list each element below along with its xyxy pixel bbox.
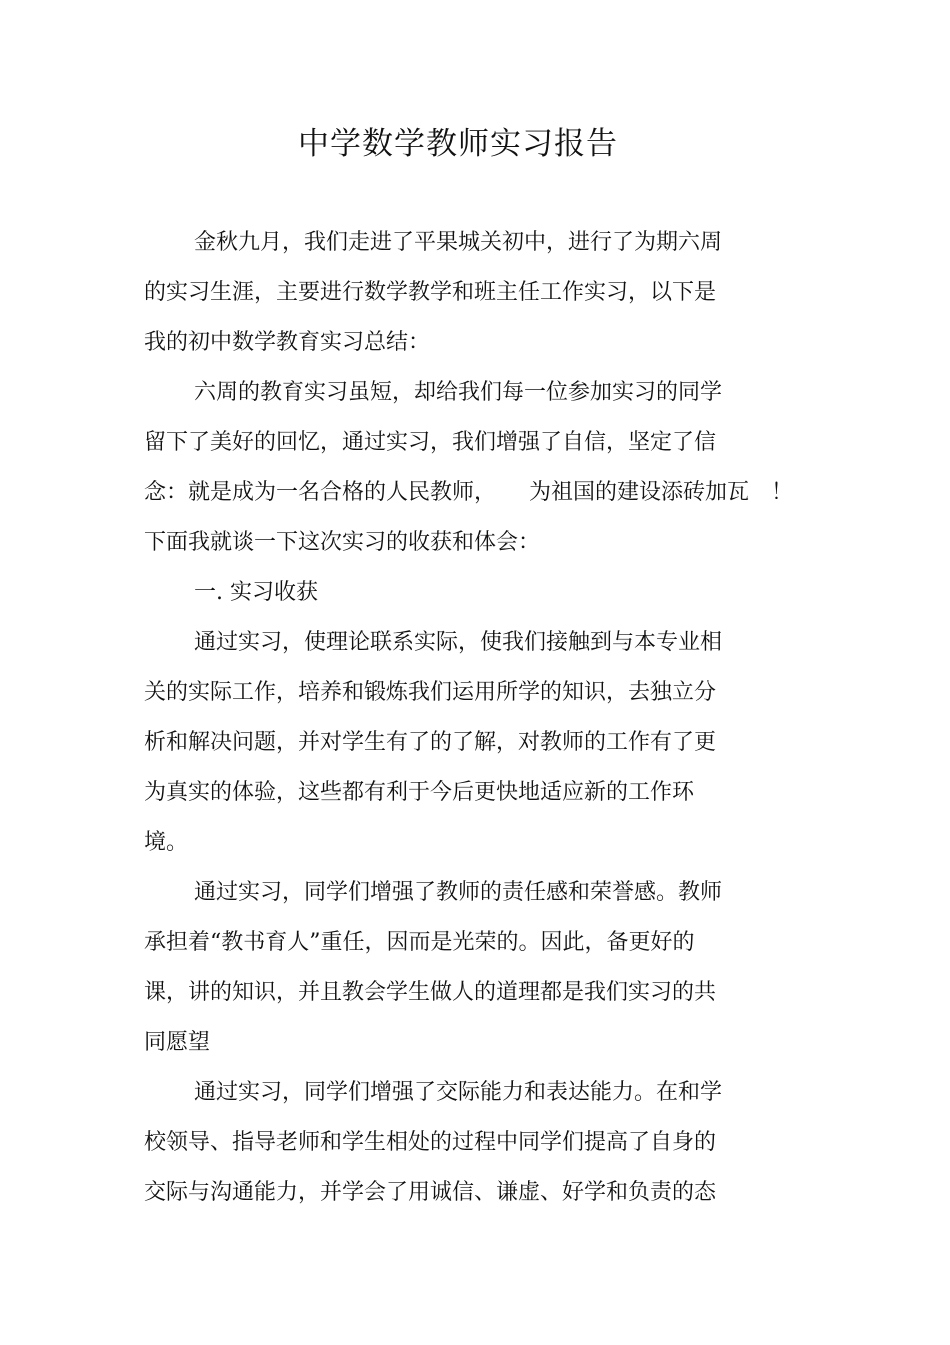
paragraph-line: 通过实习，使理论联系实际，使我们接触到与本专业相 (194, 630, 723, 655)
paragraph-line: 课，讲的知识，并且教会学生做人的道理都是我们实习的共 (144, 980, 717, 1005)
paragraph-line: 境。 (144, 830, 189, 855)
paragraph-line: 我的初中数学教育实习总结： (144, 330, 431, 355)
paragraph-line: 金秋九月，我们走进了平果城关初中，进行了为期六周 (194, 230, 723, 255)
paragraph-line: 为真实的体验，这些都有利于今后更快地适应新的工作环 (144, 780, 695, 805)
paragraph-line: 的实习生涯，主要进行数学教学和班主任工作实习，以下是 (144, 280, 717, 305)
paragraph-line: 交际与沟通能力，并学会了用诚信、谦虚、好学和负责的态 (144, 1180, 717, 1205)
paragraph-line: 关的实际工作，培养和锻炼我们运用所学的知识，去独立分 (144, 680, 717, 705)
paragraph-line: 六周的教育实习虽短，却给我们每一位参加实习的同学 (194, 380, 723, 405)
paragraph-line: 同愿望 (144, 1030, 211, 1055)
paragraph-line: 承担着“教书育人”重任，因而是光荣的。因此，备更好的 (144, 930, 695, 955)
paragraph-line: 析和解决问题，并对学生有了的了解，对教师的工作有了更 (144, 730, 717, 755)
paragraph-line: 留下了美好的回忆，通过实习，我们增强了自信，坚定了信 (144, 430, 717, 455)
document-title: 中学数学教师实习报告 (298, 126, 618, 162)
paragraph-line: 下面我就谈一下这次实习的收获和体会： (144, 530, 541, 555)
paragraph-line: 通过实习，同学们增强了交际能力和表达能力。在和学 (194, 1080, 723, 1105)
paragraph-line: 通过实习，同学们增强了教师的责任感和荣誉感。教师 (194, 880, 723, 905)
section-heading: 一. 实习收获 (194, 580, 318, 605)
paragraph-line: 念：就是成为一名合格的人民教师， 为祖国的建设添砖加瓦 ！ (144, 480, 794, 505)
paragraph-line: 校领导、指导老师和学生相处的过程中同学们提高了自身的 (144, 1130, 717, 1155)
